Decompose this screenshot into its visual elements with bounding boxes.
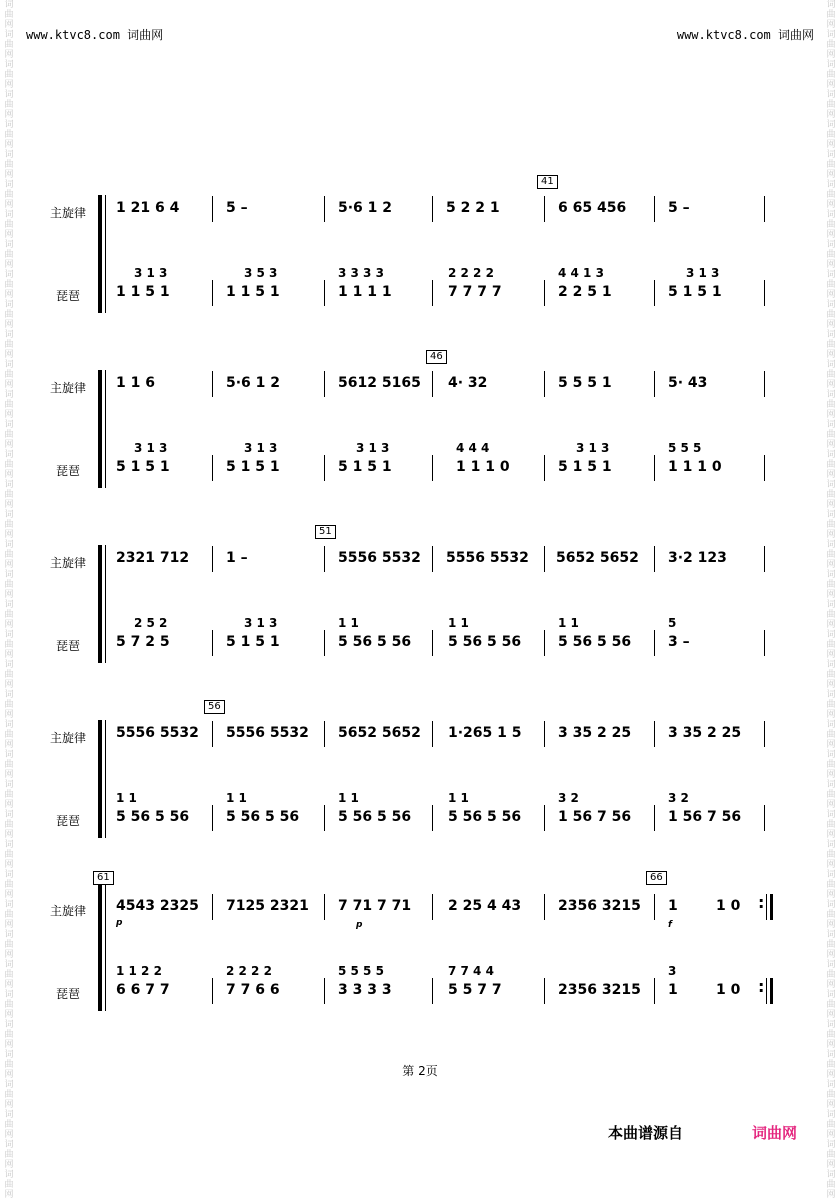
barline bbox=[324, 805, 325, 831]
pipa-upper-notes: 1 1 bbox=[558, 616, 579, 630]
pipa-measure: 5 5 7 7 bbox=[448, 982, 502, 998]
barline bbox=[764, 371, 765, 397]
barline bbox=[654, 630, 655, 656]
melody-measure: 2321 712 bbox=[116, 550, 190, 566]
pipa-upper-notes: 2 2 2 2 bbox=[448, 266, 494, 280]
barline bbox=[544, 721, 545, 747]
melody-measure: 5556 5532 bbox=[338, 550, 421, 566]
barline bbox=[432, 805, 433, 831]
melody-measure: 1 1 6 bbox=[116, 375, 155, 391]
barline bbox=[324, 280, 325, 306]
right-watermark: 词曲网词曲网词曲网词曲网词曲网词曲网词曲网词曲网词曲网词曲网词曲网词曲网词曲网词曲网词曲网词曲网词曲网词曲网词曲网词曲网词曲网词曲网词曲网词曲网词曲网词曲网词曲网词曲网词曲网词曲网词曲网词曲网词曲网词曲网词曲网词曲网词曲网词曲网词曲网词曲网 bbox=[826, 0, 836, 1200]
system-bracket bbox=[98, 885, 102, 1011]
barline bbox=[432, 630, 433, 656]
barline bbox=[212, 894, 213, 920]
barline bbox=[654, 721, 655, 747]
barline bbox=[324, 894, 325, 920]
melody-measure: 5652 5652 bbox=[556, 550, 639, 566]
melody-label: 主旋律 bbox=[49, 556, 86, 570]
barline bbox=[432, 721, 433, 747]
barline bbox=[544, 280, 545, 306]
pipa-measure: 1 56 7 56 bbox=[558, 809, 632, 825]
melody-measure: 5 5 5 1 bbox=[558, 375, 612, 391]
pipa-upper-notes: 3 1 3 bbox=[686, 266, 720, 280]
barline bbox=[432, 196, 433, 222]
pipa-upper-notes: 3 3 3 3 bbox=[338, 266, 384, 280]
dynamic-marking: p bbox=[116, 918, 123, 928]
pipa-upper-notes: 3 1 3 bbox=[576, 441, 610, 455]
melody-measure: 5 2 2 1 bbox=[446, 200, 500, 216]
pipa-measure: 5 1 5 1 bbox=[226, 459, 280, 475]
pipa-measure: 5 7 2 5 bbox=[116, 634, 170, 650]
pipa-measure: 1 bbox=[668, 982, 678, 998]
barline bbox=[432, 978, 433, 1004]
barline bbox=[324, 978, 325, 1004]
pipa-measure: 1 56 7 56 bbox=[668, 809, 742, 825]
system-bracket bbox=[98, 195, 102, 313]
barline bbox=[654, 805, 655, 831]
rehearsal-mark: 41 bbox=[537, 175, 558, 189]
pipa-label: 琵琶 bbox=[55, 987, 80, 1001]
pipa-measure: 5 56 5 56 bbox=[226, 809, 300, 825]
rehearsal-mark: 61 bbox=[93, 871, 114, 885]
melody-measure: 3 35 2 25 bbox=[558, 725, 632, 741]
barline bbox=[324, 455, 325, 481]
pipa-measure: 3 – bbox=[668, 634, 690, 650]
barline bbox=[324, 721, 325, 747]
barline bbox=[654, 371, 655, 397]
pipa-upper-notes: 3 2 bbox=[668, 791, 689, 805]
melody-measure: 1·265 1 5 bbox=[448, 725, 522, 741]
barline bbox=[324, 196, 325, 222]
left-watermark: 词曲网词曲网词曲网词曲网词曲网词曲网词曲网词曲网词曲网词曲网词曲网词曲网词曲网词曲网词曲网词曲网词曲网词曲网词曲网词曲网词曲网词曲网词曲网词曲网词曲网词曲网词曲网词曲网词曲网词曲网词曲网词曲网词曲网词曲网词曲网词曲网词曲网词曲网词曲网词曲网 bbox=[4, 0, 14, 1200]
pipa-measure: 2356 3215 bbox=[558, 982, 641, 998]
pipa-measure: 1 1 1 0 bbox=[668, 459, 722, 475]
melody-measure: 3·2 123 bbox=[668, 550, 727, 566]
score-system-5 bbox=[0, 868, 840, 1008]
pipa-label: 琵琶 bbox=[55, 639, 80, 653]
barline bbox=[654, 894, 655, 920]
melody-measure: 5556 5532 bbox=[116, 725, 199, 741]
system-bracket-line bbox=[105, 370, 106, 488]
pipa-upper-notes: 3 1 3 bbox=[356, 441, 390, 455]
barline bbox=[432, 280, 433, 306]
pipa-upper-notes: 3 5 3 bbox=[244, 266, 278, 280]
pipa-upper-notes: 3 1 3 bbox=[134, 266, 168, 280]
pipa-upper-notes: 2 5 2 bbox=[134, 616, 168, 630]
pipa-upper-notes: 1 1 bbox=[448, 616, 469, 630]
pipa-upper-notes: 1 1 bbox=[226, 791, 247, 805]
system-bracket bbox=[98, 370, 102, 488]
melody-label: 主旋律 bbox=[49, 206, 86, 220]
melody-measure: 5 – bbox=[668, 200, 690, 216]
final-barline-thick bbox=[770, 978, 773, 1004]
barline bbox=[654, 455, 655, 481]
pipa-measure: 5 56 5 56 bbox=[116, 809, 190, 825]
barline bbox=[212, 805, 213, 831]
pipa-upper-notes: 1 1 2 2 bbox=[116, 964, 162, 978]
pipa-measure: 7 7 6 6 bbox=[226, 982, 280, 998]
pipa-measure: 5 1 5 1 bbox=[338, 459, 392, 475]
barline bbox=[212, 546, 213, 572]
melody-measure: 5 – bbox=[226, 200, 248, 216]
melody-measure: 5·6 1 2 bbox=[338, 200, 393, 216]
pipa-measure: 5 56 5 56 bbox=[338, 634, 412, 650]
pipa-measure: 5 1 5 1 bbox=[116, 459, 170, 475]
barline bbox=[544, 894, 545, 920]
melody-measure: 5556 5532 bbox=[226, 725, 309, 741]
pipa-upper-notes: 3 1 3 bbox=[134, 441, 168, 455]
footer-source-label: 本曲谱源自 bbox=[608, 1124, 684, 1142]
barline bbox=[764, 455, 765, 481]
melody-measure: 6 65 456 bbox=[558, 200, 627, 216]
barline bbox=[324, 371, 325, 397]
pipa-label: 琵琶 bbox=[55, 814, 80, 828]
dynamic-marking: p bbox=[356, 920, 363, 930]
pipa-measure: 1 1 1 0 bbox=[456, 459, 510, 475]
pipa-upper-notes: 1 1 bbox=[448, 791, 469, 805]
pipa-upper-notes: 3 1 3 bbox=[244, 441, 278, 455]
dynamic-marking: f bbox=[668, 920, 672, 930]
pipa-measure: 1 1 5 1 bbox=[116, 284, 170, 300]
melody-measure: 5612 5165 bbox=[338, 375, 421, 391]
pipa-upper-notes: 5 5 5 5 bbox=[338, 964, 384, 978]
pipa-measure: 5 56 5 56 bbox=[558, 634, 632, 650]
melody-measure: 4· 32 bbox=[448, 375, 488, 391]
system-bracket bbox=[98, 545, 102, 663]
melody-measure: 3 35 2 25 bbox=[668, 725, 742, 741]
barline bbox=[764, 546, 765, 572]
pipa-measure: 5 56 5 56 bbox=[448, 634, 522, 650]
pipa-measure: 5 1 5 1 bbox=[668, 284, 722, 300]
barline bbox=[324, 546, 325, 572]
melody-measure: 5652 5652 bbox=[338, 725, 421, 741]
barline bbox=[764, 805, 765, 831]
barline bbox=[654, 196, 655, 222]
barline bbox=[764, 280, 765, 306]
barline bbox=[544, 630, 545, 656]
pipa-upper-notes: 7 7 4 4 bbox=[448, 964, 494, 978]
pipa-measure: 1 0 bbox=[716, 982, 741, 998]
pipa-measure: 3 3 3 3 bbox=[338, 982, 392, 998]
score-system-1 bbox=[0, 170, 840, 310]
barline bbox=[432, 371, 433, 397]
pipa-upper-notes: 2 2 2 2 bbox=[226, 964, 272, 978]
barline bbox=[654, 978, 655, 1004]
barline bbox=[544, 455, 545, 481]
melody-measure: 2 25 4 43 bbox=[448, 898, 522, 914]
barline bbox=[212, 630, 213, 656]
barline bbox=[544, 371, 545, 397]
barline bbox=[432, 546, 433, 572]
pipa-measure: 7 7 7 7 bbox=[448, 284, 502, 300]
melody-measure: 2356 3215 bbox=[558, 898, 641, 914]
rehearsal-mark: 51 bbox=[315, 525, 336, 539]
barline bbox=[212, 721, 213, 747]
pipa-upper-notes: 1 1 bbox=[116, 791, 137, 805]
pipa-upper-notes: 3 bbox=[668, 964, 677, 978]
barline bbox=[544, 546, 545, 572]
barline bbox=[212, 455, 213, 481]
barline bbox=[212, 280, 213, 306]
repeat-sign-dots: : bbox=[758, 893, 765, 912]
barline bbox=[544, 978, 545, 1004]
melody-measure: 1 21 6 4 bbox=[116, 200, 180, 216]
melody-measure: 4543 2325 bbox=[116, 898, 199, 914]
melody-measure: 7 71 7 71 bbox=[338, 898, 412, 914]
rehearsal-mark: 56 bbox=[204, 700, 225, 714]
pipa-measure: 5 56 5 56 bbox=[448, 809, 522, 825]
pipa-label: 琵琶 bbox=[55, 464, 80, 478]
barline bbox=[432, 894, 433, 920]
pipa-upper-notes: 5 bbox=[668, 616, 677, 630]
melody-measure: 1 bbox=[668, 898, 678, 914]
repeat-sign-dots: : bbox=[758, 977, 765, 996]
melody-label: 主旋律 bbox=[49, 381, 86, 395]
system-bracket bbox=[98, 720, 102, 838]
barline bbox=[764, 721, 765, 747]
melody-label: 主旋律 bbox=[49, 731, 86, 745]
pipa-label: 琵琶 bbox=[55, 289, 80, 303]
barline bbox=[654, 280, 655, 306]
page-number: 第 2页 bbox=[402, 1064, 438, 1078]
melody-label: 主旋律 bbox=[49, 904, 86, 918]
pipa-upper-notes: 1 1 bbox=[338, 616, 359, 630]
barline bbox=[544, 805, 545, 831]
barline bbox=[654, 546, 655, 572]
final-barline bbox=[766, 894, 767, 920]
melody-measure: 5556 5532 bbox=[446, 550, 529, 566]
header-right-url[interactable]: www.ktvc8.com 词曲网 bbox=[676, 28, 814, 42]
rehearsal-mark: 66 bbox=[646, 871, 667, 885]
barline bbox=[764, 630, 765, 656]
melody-measure: 5· 43 bbox=[668, 375, 708, 391]
header-left-url[interactable]: www.ktvc8.com 词曲网 bbox=[26, 28, 164, 42]
barline bbox=[212, 978, 213, 1004]
pipa-upper-notes: 5 5 5 bbox=[668, 441, 702, 455]
barline bbox=[212, 196, 213, 222]
melody-measure: 7125 2321 bbox=[226, 898, 309, 914]
final-barline bbox=[766, 978, 767, 1004]
barline bbox=[764, 196, 765, 222]
melody-measure: 1 – bbox=[226, 550, 248, 566]
melody-measure: 1 0 bbox=[716, 898, 741, 914]
final-barline-thick bbox=[770, 894, 773, 920]
rehearsal-mark: 46 bbox=[426, 350, 447, 364]
pipa-measure: 6 6 7 7 bbox=[116, 982, 170, 998]
barline bbox=[544, 196, 545, 222]
pipa-upper-notes: 1 1 bbox=[338, 791, 359, 805]
barline bbox=[324, 630, 325, 656]
pipa-measure: 1 1 5 1 bbox=[226, 284, 280, 300]
score-system-4 bbox=[0, 695, 840, 835]
system-bracket-line bbox=[105, 885, 106, 1011]
pipa-upper-notes: 3 2 bbox=[558, 791, 579, 805]
system-bracket-line bbox=[105, 195, 106, 313]
system-bracket-line bbox=[105, 720, 106, 838]
system-bracket-line bbox=[105, 545, 106, 663]
melody-measure: 5·6 1 2 bbox=[226, 375, 281, 391]
barline bbox=[432, 455, 433, 481]
pipa-upper-notes: 3 1 3 bbox=[244, 616, 278, 630]
score-system-2 bbox=[0, 345, 840, 485]
barline bbox=[212, 371, 213, 397]
footer-brand-link[interactable]: 词曲网 bbox=[752, 1124, 798, 1142]
pipa-measure: 2 2 5 1 bbox=[558, 284, 612, 300]
pipa-upper-notes: 4 4 4 bbox=[456, 441, 490, 455]
score-system-3 bbox=[0, 520, 840, 660]
pipa-measure: 5 56 5 56 bbox=[338, 809, 412, 825]
pipa-upper-notes: 4 4 1 3 bbox=[558, 266, 604, 280]
pipa-measure: 5 1 5 1 bbox=[558, 459, 612, 475]
pipa-measure: 1 1 1 1 bbox=[338, 284, 392, 300]
pipa-measure: 5 1 5 1 bbox=[226, 634, 280, 650]
